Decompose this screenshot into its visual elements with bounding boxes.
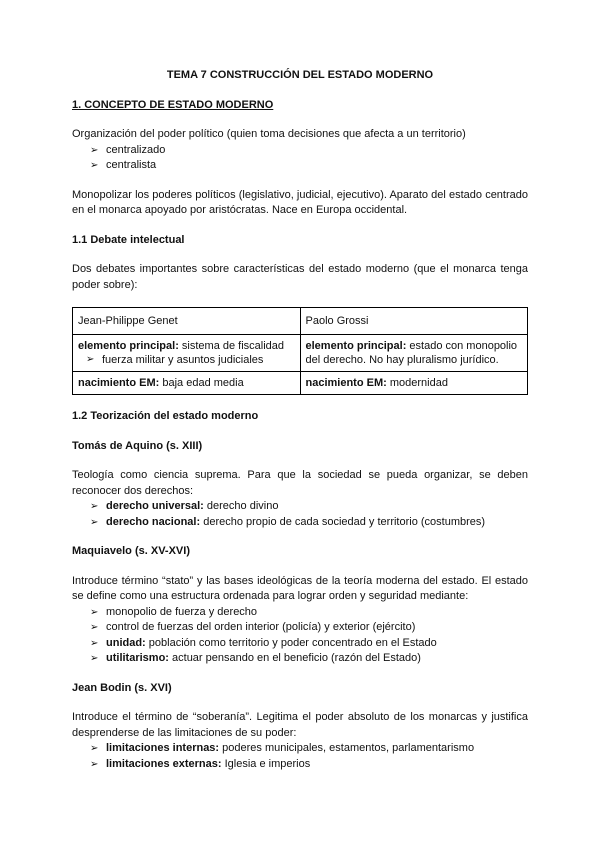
cell-label: elemento principal: xyxy=(305,340,407,352)
arrow-bullet-icon: ➢ xyxy=(90,637,99,649)
list-item xyxy=(90,158,528,174)
document-page xyxy=(72,68,528,772)
arrow-bullet-icon: ➢ xyxy=(90,622,99,633)
bodin-paragraph: Introduce el término de “soberanía”. Legitima el poder absoluto de los monarcas y justifica desprenderse de las limitaciones de su poder: xyxy=(72,711,528,739)
bodin-bullet-list xyxy=(72,741,528,772)
cell-label: elemento principal: xyxy=(78,340,179,352)
maquiavelo-bullet-list xyxy=(72,605,528,667)
bodin-heading: Jean Bodin (s. XVI) xyxy=(72,681,172,694)
list-item-label: utilitarismo: xyxy=(106,652,169,664)
list-item xyxy=(78,353,295,367)
list-item xyxy=(90,620,528,636)
cell-text: estado con monopolio del derecho. No hay pluralismo jurídico. xyxy=(305,340,518,366)
table-cell-genet-element xyxy=(73,335,301,372)
table-cell-grossi-element xyxy=(300,335,528,372)
arrow-bullet-icon: ➢ xyxy=(86,354,95,365)
cell-label: nacimiento EM: xyxy=(305,377,387,389)
arrow-bullet-icon: ➢ xyxy=(90,501,99,512)
arrow-bullet-icon: ➢ xyxy=(90,144,99,156)
list-item-text: población como territorio y poder concentrado en el Estado xyxy=(148,636,437,649)
list-item-text: centralizado xyxy=(106,143,166,156)
list-item-label: limitaciones externas: xyxy=(106,757,222,770)
list-item-label: derecho nacional: xyxy=(106,515,201,528)
list-item-text: poderes municipales, estamentos, parlamentarismo xyxy=(222,742,475,754)
list-item xyxy=(90,757,528,773)
document-title: TEMA 7 CONSTRUCCIÓN DEL ESTADO MODERNO xyxy=(166,69,434,81)
list-item-text: control de fuerzas del orden interior (policía) y exterior (ejército) xyxy=(106,621,416,633)
arrow-bullet-icon: ➢ xyxy=(90,606,99,618)
arrow-bullet-icon: ➢ xyxy=(90,743,99,754)
list-item-text: actuar pensando en el beneficio (razón del Estado) xyxy=(172,652,421,664)
arrow-bullet-icon: ➢ xyxy=(90,653,99,664)
table-cell-genet-header: Jean-Philippe Genet xyxy=(73,308,301,335)
list-item-text: derecho divino xyxy=(206,500,279,512)
list-item-text: centralista xyxy=(106,159,157,171)
aquino-bullet-list xyxy=(72,499,528,530)
list-item xyxy=(90,605,528,621)
section-1-intro: Organización del poder político (quien toma decisiones que afecta a un territorio) xyxy=(72,128,466,140)
table-cell-grossi-birth xyxy=(300,372,528,395)
arrow-bullet-icon: ➢ xyxy=(90,516,99,528)
table-cell-genet-birth xyxy=(73,372,301,395)
table-row xyxy=(73,335,528,372)
list-item-text: Iglesia e imperios xyxy=(224,757,311,770)
table-row xyxy=(73,308,528,335)
maquiavelo-paragraph: Introduce término “stato” y las bases ideológicas de la teoría moderna del estado. El estado se define como una estructura ordenada para lograr orden y seguridad mediante: xyxy=(72,574,528,602)
arrow-bullet-icon: ➢ xyxy=(90,160,99,171)
list-item-text: monopolio de fuerza y derecho xyxy=(106,605,258,618)
list-item xyxy=(90,741,528,757)
list-item-label: unidad: xyxy=(106,636,146,649)
section-1-1-heading: 1.1 Debate intelectual xyxy=(72,233,185,246)
list-item-label: limitaciones internas: xyxy=(106,742,220,754)
list-item xyxy=(90,515,528,531)
section-1-1-paragraph: Dos debates importantes sobre características del estado moderno (que el monarca tenga poder sobre): xyxy=(72,263,528,291)
arrow-bullet-icon: ➢ xyxy=(90,758,99,770)
list-item xyxy=(90,143,528,159)
section-1-2-heading: 1.2 Teorización del estado moderno xyxy=(72,410,259,422)
list-item xyxy=(90,651,528,667)
cell-label: nacimiento EM: xyxy=(78,377,160,389)
cell-text: sistema de fiscalidad xyxy=(181,340,285,352)
table-row xyxy=(73,372,528,395)
cell-text: modernidad xyxy=(389,377,448,389)
aquino-paragraph: Teología como ciencia suprema. Para que la sociedad se pueda organizar, se deben reconocer dos derechos: xyxy=(72,469,528,497)
aquino-heading: Tomás de Aquino (s. XIII) xyxy=(72,439,203,452)
list-item-text: fuerza militar y asuntos judiciales xyxy=(102,354,264,366)
cell-text: baja edad media xyxy=(162,377,244,389)
maquiavelo-heading: Maquiavelo (s. XV-XVI) xyxy=(72,545,190,557)
table-cell-grossi-header: Paolo Grossi xyxy=(300,308,528,335)
list-item-text: derecho propio de cada sociedad y territorio (costumbres) xyxy=(203,515,486,528)
section-1-heading: 1. CONCEPTO DE ESTADO MODERNO xyxy=(72,98,274,111)
section-1-bullet-list xyxy=(72,143,528,174)
section-1-paragraph: Monopolizar los poderes políticos (legislativo, judicial, ejecutivo). Aparato del estado centrado en el monarca apoyado por aristócratas. Nace en Europa occidental. xyxy=(72,188,528,216)
list-item xyxy=(90,499,528,515)
debate-table xyxy=(72,307,528,395)
list-item-label: derecho universal: xyxy=(106,500,204,512)
list-item xyxy=(90,636,528,652)
